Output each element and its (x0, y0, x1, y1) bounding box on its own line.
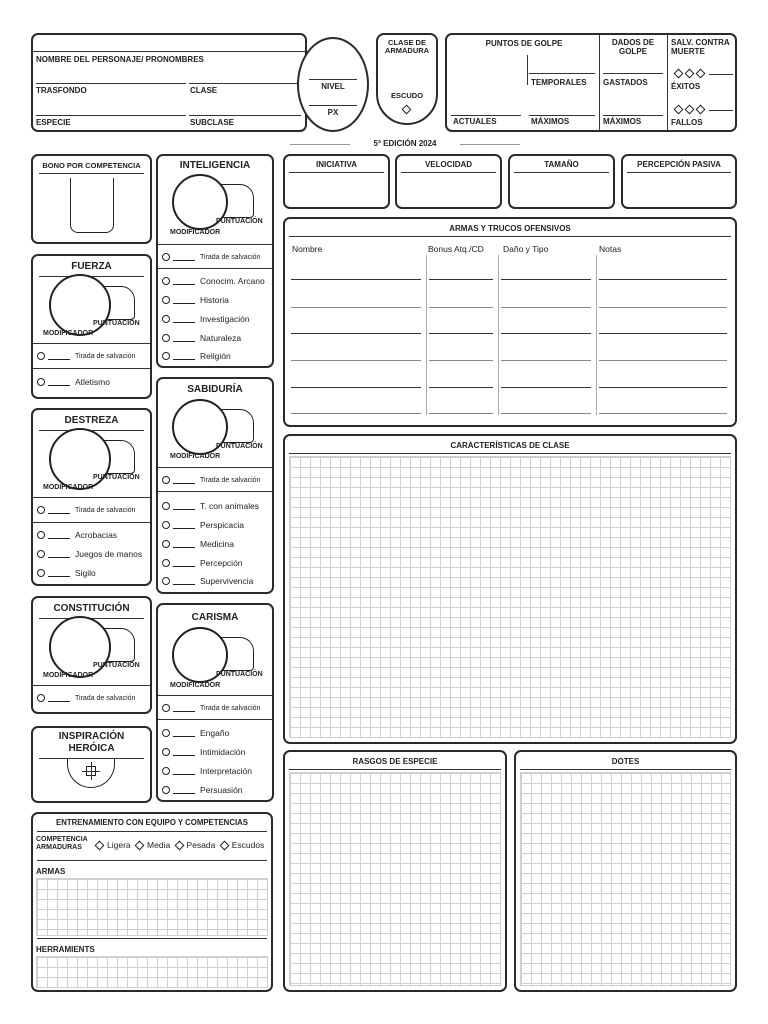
skill-perception[interactable]: Percepción (162, 554, 243, 572)
constitution-title: CONSTITUCIÓN (53, 603, 130, 614)
skill-athletics[interactable]: Atletismo (37, 373, 110, 391)
armor-types (93, 840, 264, 850)
strength-box (31, 254, 152, 399)
xp-label: PX (327, 108, 339, 117)
wisdom-box (156, 377, 274, 594)
skill-history[interactable]: Historia (162, 291, 229, 309)
skill-acrobatics[interactable]: Acrobacias (37, 526, 117, 544)
wisdom-title: SABIDURÍA (187, 384, 243, 395)
charisma-title: CARISMA (191, 612, 239, 623)
hit-dice-spent-label: GASTADOS (603, 78, 648, 87)
max-hp-label: MÁXIMOS (531, 117, 570, 126)
weapons-col-name: Nombre (292, 244, 323, 254)
armor-class-shield (376, 33, 438, 125)
class-features-box (283, 434, 737, 744)
wisdom-modifier-label: MODIFICADOR (170, 453, 221, 460)
passive-perception-label: PERCEPCIÓN PASIVA (637, 160, 721, 169)
size-label: TAMAÑO (544, 160, 579, 169)
tools-proficiency-area[interactable] (36, 956, 268, 988)
species-traits-box (283, 750, 507, 992)
feats-title: DOTES (611, 757, 640, 766)
strength-save-row[interactable]: Tirada de salvación (37, 347, 135, 365)
training-title: ENTRENAMIENTO CON EQUIPO Y COMPETENCIAS (56, 818, 248, 827)
constitution-score-label: PUNTUACIÓN (93, 662, 140, 669)
skill-performance[interactable]: Interpretación (162, 762, 252, 780)
skill-deception[interactable]: Engaño (162, 724, 229, 742)
skill-investigation[interactable]: Investigación (162, 310, 250, 328)
strength-score-group (33, 256, 150, 341)
proficiency-bonus-field[interactable] (70, 178, 114, 233)
weapons-col-notes: Notas (599, 244, 622, 254)
weapons-proficiency-label: ARMAS (36, 867, 66, 876)
intelligence-modifier-label: MODIFICADOR (170, 229, 221, 236)
constitution-score-group (33, 598, 150, 683)
class-label: CLASE (190, 86, 218, 95)
charisma-save-row[interactable]: Tirada de salvación (162, 699, 260, 717)
strength-modifier-label: MODIFICADOR (43, 330, 94, 337)
intelligence-box (156, 154, 274, 368)
death-saves-label: SALV. CONTRA MUERTE (671, 38, 730, 57)
class-features-area[interactable] (289, 456, 731, 738)
skill-intimidation[interactable]: Intimidación (162, 743, 245, 761)
intelligence-score-label: PUNTUACIÓN (216, 218, 263, 225)
skill-stealth[interactable]: Sigilo (37, 564, 96, 582)
initiative-label: INICIATIVA (315, 160, 358, 169)
size-box (508, 154, 615, 209)
level-oval (297, 37, 369, 132)
feats-area[interactable] (520, 772, 731, 986)
death-save-successes[interactable] (673, 69, 706, 78)
wisdom-score-label: PUNTUACIÓN (216, 443, 263, 450)
hit-points-box (445, 33, 737, 132)
charisma-box (156, 603, 274, 802)
weapons-col-attack: Bonus Atq./CD (428, 244, 484, 254)
dexterity-modifier-label: MODIFICADOR (43, 484, 94, 491)
charisma-modifier-label: MODIFICADOR (170, 682, 221, 689)
initiative-box (283, 154, 390, 209)
species-label: ESPECIE (36, 118, 71, 127)
skill-nature[interactable]: Naturaleza (162, 329, 241, 347)
weapons-title: ARMAS Y TRUCOS OFENSIVOS (449, 224, 571, 233)
failures-label: FALLOS (671, 118, 703, 127)
constitution-box (31, 596, 152, 714)
training-box (31, 812, 273, 992)
heroic-inspiration-box (31, 726, 152, 803)
skill-persuasion[interactable]: Persuasión (162, 781, 243, 799)
level-label: NIVEL (321, 82, 345, 91)
tools-proficiency-label: HERRAMIENTS (36, 945, 95, 954)
skill-animal-handling[interactable]: T. con animales (162, 497, 259, 515)
death-save-failures[interactable] (673, 105, 706, 114)
hit-points-label: PUNTOS DE GOLPE (485, 39, 563, 48)
character-name-label: NOMBRE DEL PERSONAJE/ PRONOMBRES (36, 55, 204, 64)
armor-proficiency-label: COMPETENCIA ARMADURAS (36, 836, 88, 852)
current-hp-label: ACTUALES (453, 117, 497, 126)
skill-sleight-of-hand[interactable]: Juegos de manos (37, 545, 142, 563)
proficiency-bonus-label: BONO POR COMPETENCIA (42, 161, 141, 170)
intelligence-title: INTELIGENCIA (179, 160, 251, 171)
temp-hp-label: TEMPORALES (531, 78, 587, 87)
proficiency-bonus-box (31, 154, 152, 244)
skill-survival[interactable]: Supervivencia (162, 572, 253, 590)
strength-score-label: PUNTUACIÓN (93, 320, 140, 327)
background-label: TRASFONDO (36, 86, 87, 95)
armor-medium-checkbox[interactable]: Media (133, 840, 170, 850)
skill-insight[interactable]: Perspicacia (162, 516, 244, 534)
successes-label: ÉXITOS (671, 82, 701, 91)
skill-religion[interactable]: Religión (162, 347, 231, 365)
speed-label: VELOCIDAD (424, 160, 473, 169)
edition-label: 5ª EDICIÓN 2024 (373, 139, 437, 148)
passive-perception-box (621, 154, 737, 209)
shield-checkbox[interactable] (402, 105, 412, 115)
dexterity-box (31, 408, 152, 586)
feats-box (514, 750, 737, 992)
constitution-modifier-label: MODIFICADOR (43, 672, 94, 679)
dexterity-title: DESTREZA (64, 415, 119, 426)
shield-label: ESCUDO (390, 91, 424, 100)
weapons-box (283, 217, 737, 427)
shields-checkbox[interactable]: Escudos (218, 840, 265, 850)
armor-heavy-checkbox[interactable]: Pesada (173, 840, 216, 850)
subclass-label: SUBCLASE (190, 118, 235, 127)
hit-dice-label: DADOS DE GOLPE (611, 38, 655, 57)
identity-box (31, 33, 307, 132)
heroic-inspiration-label: INSPIRACIÓN HERÓICA (58, 731, 125, 754)
species-traits-title: RASGOS DE ESPECIE (352, 757, 438, 766)
strength-title: FUERZA (71, 261, 112, 272)
species-traits-area[interactable] (289, 772, 501, 986)
hit-dice-max-label: MÁXIMOS (603, 117, 642, 126)
speed-box (395, 154, 502, 209)
weapons-col-damage: Daño y Tipo (503, 244, 549, 254)
charisma-score-label: PUNTUACIÓN (216, 671, 263, 678)
armor-class-label: CLASE DE ARMADURA (384, 38, 430, 56)
wisdom-save-row[interactable]: Tirada de salvación (162, 471, 260, 489)
constitution-save-row[interactable]: Tirada de salvación (37, 689, 135, 707)
dexterity-score-group (33, 410, 150, 495)
weapons-proficiency-area[interactable] (36, 878, 268, 936)
dexterity-save-row[interactable]: Tirada de salvación (37, 501, 135, 519)
skill-arcana[interactable]: Conocim. Arcano (162, 272, 265, 290)
armor-light-checkbox[interactable]: Ligera (93, 840, 131, 850)
skill-medicine[interactable]: Medicina (162, 535, 234, 553)
intelligence-save-row[interactable]: Tirada de salvación (162, 248, 260, 266)
class-features-title: CARACTERÍSTICAS DE CLASE (450, 441, 570, 450)
dexterity-score-label: PUNTUACIÓN (93, 474, 140, 481)
